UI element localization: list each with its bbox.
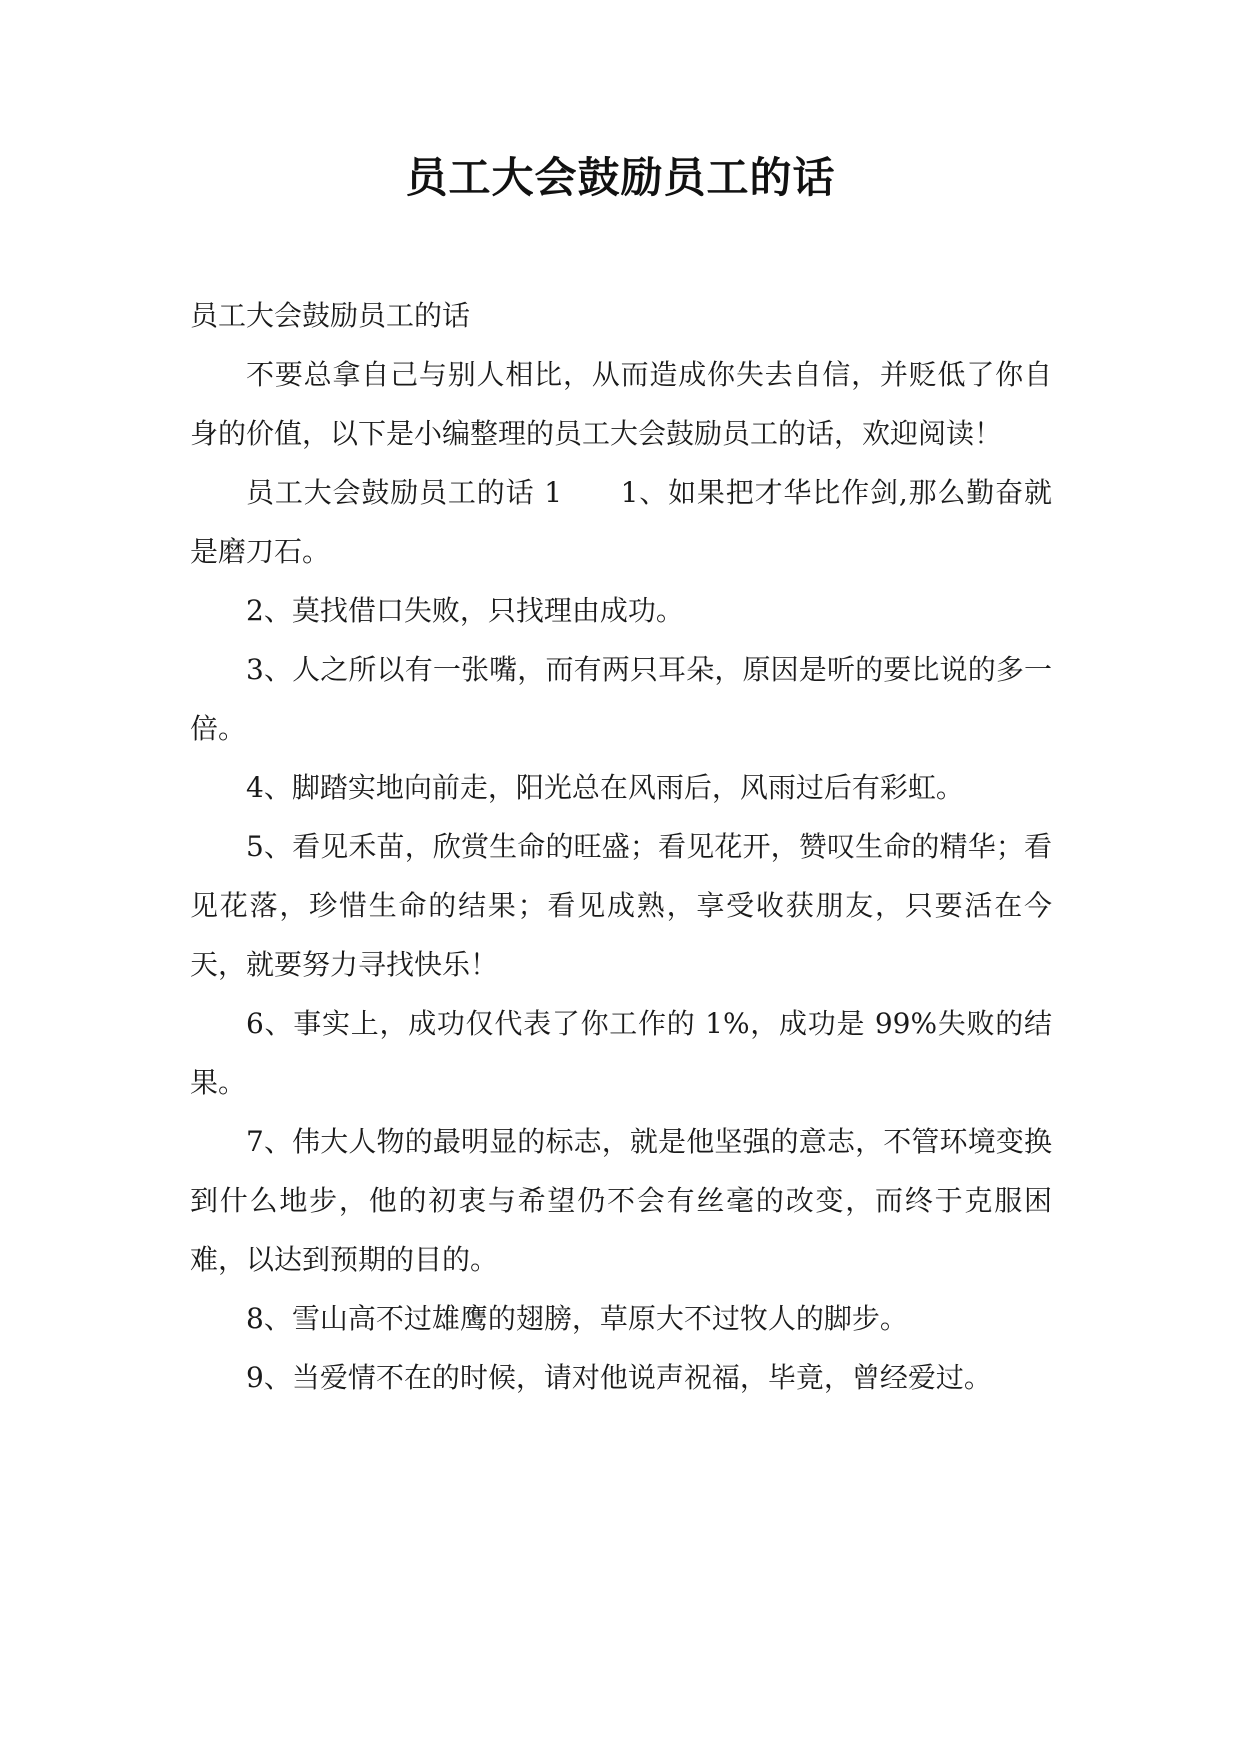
quote-paragraph-3: 3、人之所以有一张嘴，而有两只耳朵，原因是听的要比说的多一倍。 [190,653,1052,745]
quote-paragraph-4: 4、脚踏实地向前走，阳光总在风雨后，风雨过后有彩虹。 [246,771,964,804]
document-body [190,286,1052,1407]
quote-paragraph-7: 7、伟大人物的最明显的标志，就是他坚强的意志，不管环境变换到什么地步，他的初衷与希望仍不会有丝毫的改变，而终于克服困难，以达到预期的目的。 [190,1125,1052,1276]
quote-paragraph-5: 5、看见禾苗，欣赏生命的旺盛；看见花开，赞叹生命的精华；看见花落，珍惜生命的结果；看见成熟，享受收获朋友，只要活在今天，就要努力寻找快乐！ [190,830,1052,981]
quote-paragraph-2: 2、莫找借口失败，只找理由成功。 [246,594,684,627]
quote-paragraph-9: 9、当爱情不在的时候，请对他说声祝福，毕竟，曾经爱过。 [246,1361,992,1394]
quote-paragraph-8: 8、雪山高不过雄鹰的翅膀，草原大不过牧人的脚步。 [246,1302,908,1335]
document-title: 员工大会鼓励员工的话 [405,153,836,202]
quote-paragraph-6: 6、事实上，成功仅代表了你工作的 1%，成功是 99%失败的结果。 [190,1007,1052,1099]
intro-paragraph: 不要总拿自己与别人相比，从而造成你失去自信，并贬低了你自身的价值，以下是小编整理的员工大会鼓励员工的话，欢迎阅读！ [190,358,1052,450]
quote-paragraph-1: 员工大会鼓励员工的话 1 1、如果把才华比作剑,那么勤奋就是磨刀石。 [190,476,1052,568]
subtitle-paragraph: 员工大会鼓励员工的话 [190,299,471,332]
